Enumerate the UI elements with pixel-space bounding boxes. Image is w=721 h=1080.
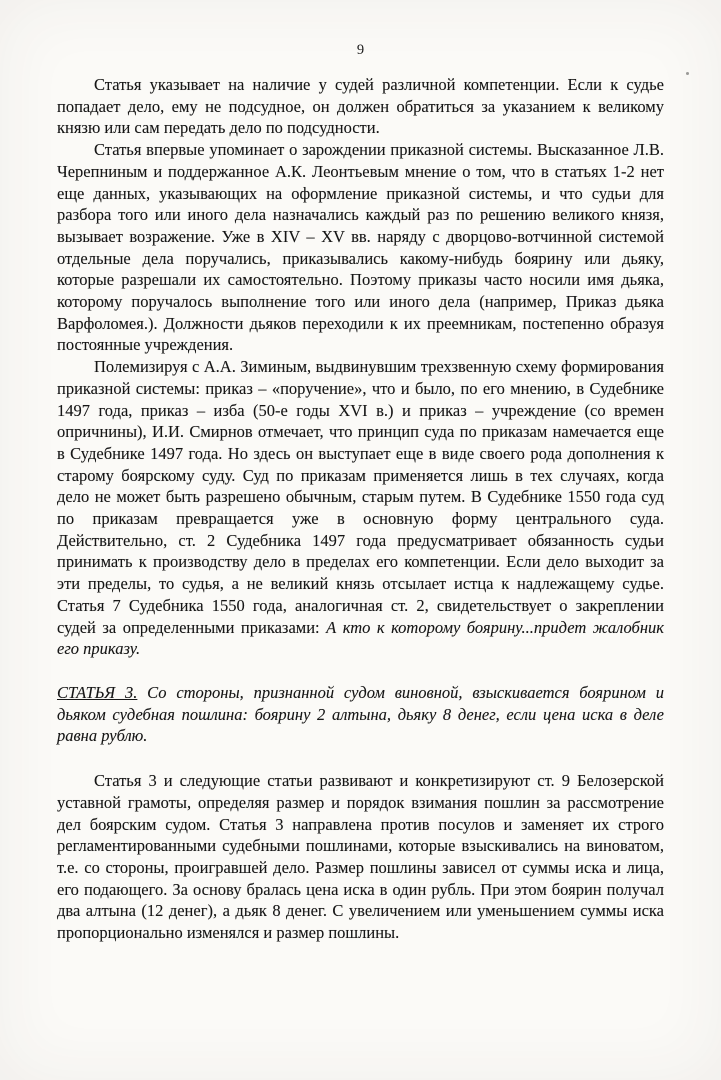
article-3-heading (57, 682, 664, 747)
paragraph-competence: Статья указывает на наличие у судей различной компетенции. Если к судье попадает дело, ему не подсудное, он должен обратиться за указанием к великому князю или сам передать дело по подсудности. (57, 75, 664, 138)
paragraph-prikaz-system-origin: Статья впервые упоминает о зарождении приказной системы. Высказанное Л.В. Черепниным и поддержанное А.К. Леонтьевым мнение о том, что в статьях 1-2 нет еще данных, указывающих на оформление приказной системы, и что судьи для разбора того или иного дела назначались каждый раз по решению великого князя, вызывает возражение. Уже в XIV – XV вв. наряду с дворцово-вотчинной системой отдельные дела поручались, приказывались какому-нибудь боярину или дьяку, которые разрешали их самостоятельно. Поэтому приказы часто носили имя дьяка, которому поручалось выполнение того или иного дела (например, Приказ дьяка Варфоломея.). Должности дьяков переходили к их преемникам, постепенно образуя постоянные учреждения. (57, 140, 664, 355)
page-number: 9 (356, 42, 365, 58)
text-block (57, 74, 664, 944)
paragraph-zimin-polemic-text: Полемизируя с А.А. Зиминым, выдвинувшим трехзвенную схему формирования приказной системы: приказ – «поручение», что и было, по его мнению, в Судебнике 1497 года, приказ – изба (50-е годы XVI в.) и приказ – учреждение (со времен опричнины), И.И. Смирнов отмечает, что принцип суда по приказам намечается еще в Судебнике 1497 года. Но здесь он выступает еще в виде своего рода дополнения к старому боярскому суду. Суд по приказам применяется лишь в тех случаях, когда дело не может быть разрешено обычным, старым путем. В Судебнике 1550 года суд по приказам превращается уже в основную форму центрального суда. Действительно, ст. 2 Судебника 1497 года предусматривает обязанность судьи принимать к производству дело в пределах его компетенции. Если дело выходит за эти пределы, то судья, а не великий князь отсылает истца к надлежащему судье. Статья 7 Судебника 1550 года, аналогичная ст. 2, свидетельствует о закреплении судей за определенными приказами: (57, 357, 664, 637)
sudebnik-quote: А кто к которому боярину...придет жалобник его приказу. (57, 617, 665, 659)
paragraph-article-3-commentary: Статья 3 и следующие статьи развивают и конкретизируют ст. 9 Белозерской уставной грамоты, определяя размер и порядок взимания пошлин за рассмотрение дел боярским судом. Статья 3 направлена против посулов и заменяет их строго регламентированными судебными пошлинами, которые взыскивались на виноватом, т.е. со стороны, проигравшей дело. Размер пошлины зависел от суммы иска и лица, его подающего. За основу бралась цена иска в один рубль. При этом боярин получал два алтына (12 денег), а дьяк 8 денег. С увеличением или уменьшением суммы иска пропорционально изменялся и размер пошлины. (57, 771, 664, 943)
scan-artifact-dot (686, 72, 689, 75)
article-3-label: СТАТЬЯ 3. (57, 682, 138, 702)
article-3-summary: Со стороны, признанной судом виновной, взыскивается боярином и дьяком судебная пошлина: боярину 2 алтына, дьяку 8 денег, если цена иска в деле равна рублю. (57, 682, 664, 746)
paragraph-zimin-polemic (57, 356, 664, 660)
